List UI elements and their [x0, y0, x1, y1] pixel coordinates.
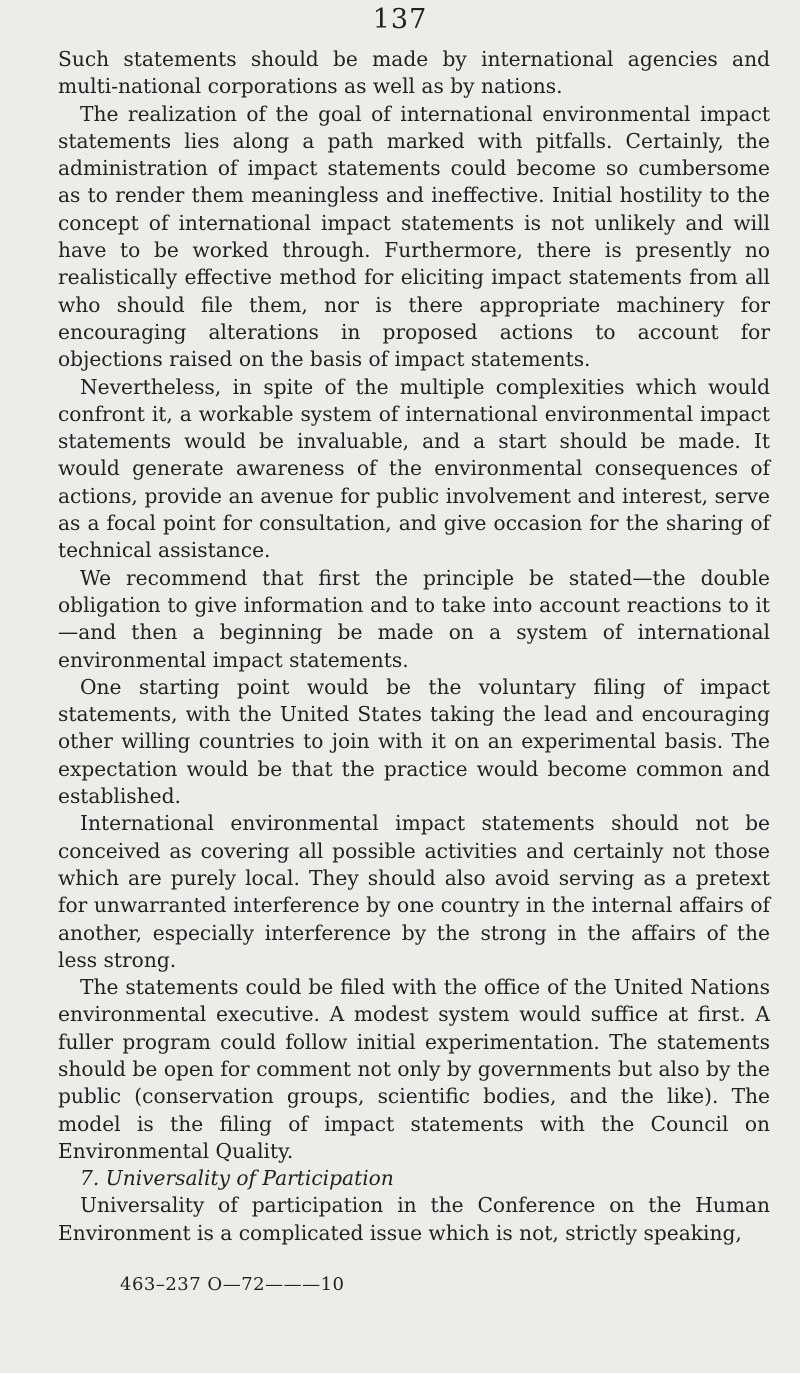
- paragraph: International environmental impact statements should not be conceived as covering all possible activities and certainly not those which are purely local. They should also avoid serving as a pretext for unwarranted interference by one country in the internal affairs of another, especially interference by the strong in the affairs of the less strong.: [58, 811, 770, 972]
- paragraph: Nevertheless, in spite of the multiple complexities which would confront it, a workable system of international environmental impact statements would be invaluable, and a start should be made. It would generate awareness of the environmental consequences of actions, provide an avenue for public involvement and interest, serve as a focal point for consultation, and give occasion for the sharing of technical assistance.: [58, 374, 770, 563]
- paragraph: One starting point would be the voluntary filing of impact statements, with the United States taking the lead and encouraging other willing countries to join with it on an experimental basis. The expectation would be that the practice would become common and established.: [58, 674, 770, 809]
- paragraph: Such statements should be made by international agencies and multi-national corporations as well as by nations.: [58, 47, 770, 99]
- paragraph: The realization of the goal of international environmental impact statements lies along a path marked with pitfalls. Certainly, the administration of impact statements could become so cumbersome as to render them meaningless and ineffective. Initial hostility to the concept of international impact statements is not unlikely and will have to be worked through. Furthermore, there is presently no realistically effective method for eliciting impact statements from all who should file them, nor is there appropriate machinery for encouraging alterations in proposed actions to account for objections raised on the basis of impact statements.: [58, 101, 770, 372]
- paragraph: Universality of participation in the Conference on the Human Environment is a complicated issue which is not, strictly speaking,: [58, 1193, 770, 1245]
- paragraph: We recommend that first the principle be stated—the double obligation to give information and to take into account reactions to it—and then a beginning be made on a system of international environmental impact statements.: [58, 565, 770, 672]
- body-text: [58, 46, 770, 1247]
- page-number: 137: [372, 4, 428, 35]
- footer-print-code: 463–237 O—72———10: [120, 1274, 345, 1295]
- section-heading: 7. Universality of Participation: [80, 1166, 394, 1191]
- paragraph: The statements could be filed with the office of the United Nations environmental executive. A modest system would suffice at first. A fuller program could follow initial experimentation. The statements should be open for comment not only by governments but also by the public (conservation groups, scientific bodies, and the like). The model is the filing of impact statements with the Council on Environmental Quality.: [58, 975, 770, 1163]
